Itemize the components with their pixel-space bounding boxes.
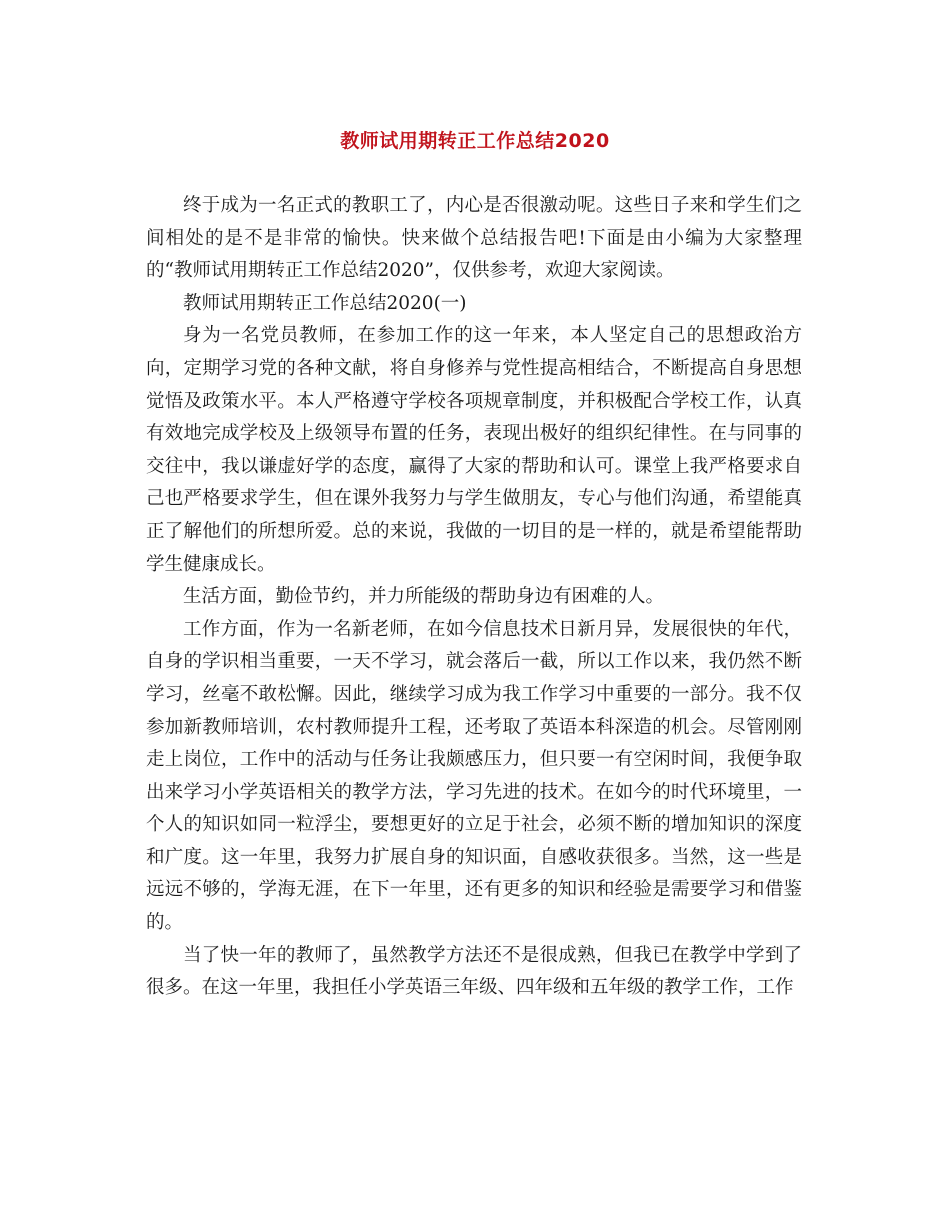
document-title: 教师试用期转正工作总结2020 [340,130,610,152]
paragraph-teaching: 当了快一年的教师了，虽然教学方法还不是很成熟，但我已在教学中学到了很多。在这一年里，我担任小学英语三年级、四年级和五年级的教学工作，工作 [146,944,802,999]
paragraph-party-member: 身为一名党员教师，在参加工作的这一年来，本人坚定自己的思想政治方向，定期学习党的各种文献，将自身修养与党性提高相结合，不断提高自身思想觉悟及政策水平。本人严格遵守学校各项规章制度，并积极配合学校工作，认真有效地完成学校及上级领导布置的任务，表现出极好的组织纪律性。在与同事的交往中，我以谦虚好学的态度，赢得了大家的帮助和认可。课堂上我严格要求自己也严格要求学生，但在课外我努力与学生做朋友，专心与他们沟通，希望能真正了解他们的所想所爱。总的来说，我做的一切目的是一样的，就是希望能帮助学生健康成长。 [146,325,802,575]
section-heading: 教师试用期转正工作总结2020(一) [183,292,467,314]
document-body [146,190,802,1005]
paragraph-work: 工作方面，作为一名新老师，在如今信息技术日新月异，发展很快的年代，自身的学识相当重要，一天不学习，就会落后一截，所以工作以来，我仍然不断学习，丝毫不敢松懈。因此，继续学习成为我工作学习中重要的一部分。我不仅参加新教师培训，农村教师提升工程，还考取了英语本科深造的机会。尽管刚刚走上岗位，工作中的活动与任务让我颇感压力，但只要一有空闲时间，我便争取出来学习小学英语相关的教学方法，学习先进的技术。在如今的时代环境里，一个人的知识如同一粒浮尘，要想更好的立足于社会，必须不断的增加知识的深度和广度。这一年里，我努力扩展自身的知识面，自感收获很多。当然，这一些是远远不够的，学海无涯，在下一年里，还有更多的知识和经验是需要学习和借鉴的。 [146,618,802,934]
paragraph-intro: 终于成为一名正式的教职工了，内心是否很激动呢。这些日子来和学生们之间相处的是不是非常的愉快。快来做个总结报告吧!下面是由小编为大家整理的“教师试用期转正工作总结2020”，仅供参考，欢迎大家阅读。 [146,195,802,282]
paragraph-life: 生活方面，勤俭节约，并力所能级的帮助身边有困难的人。 [183,586,665,608]
